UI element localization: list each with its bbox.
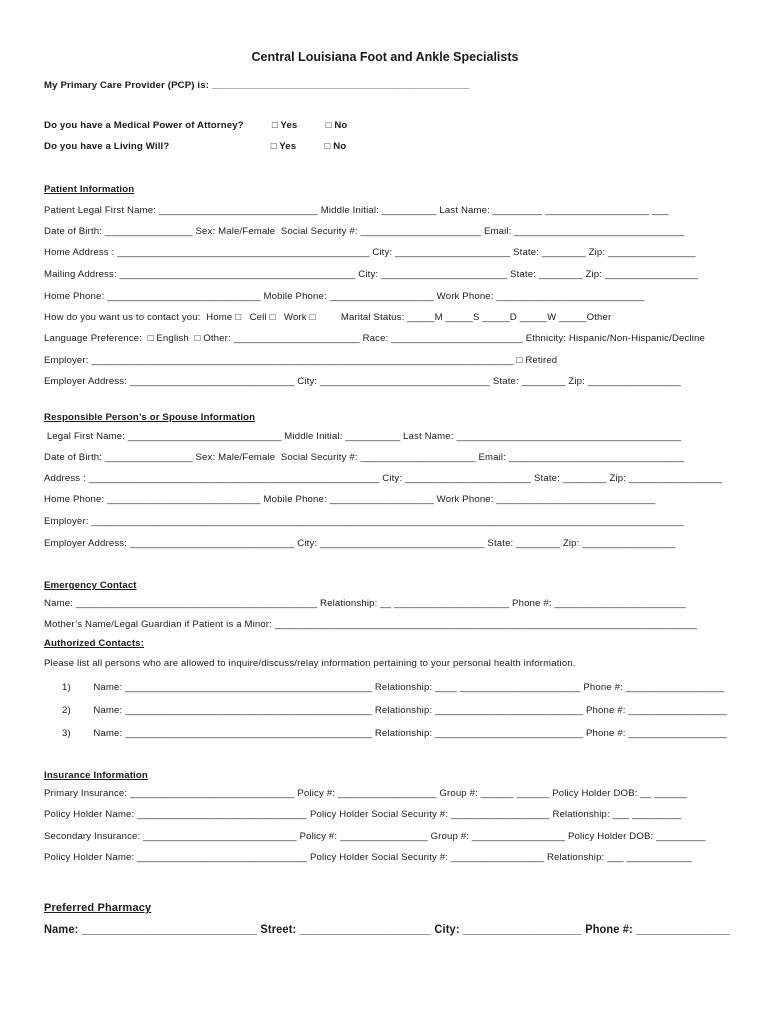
guardian-line[interactable]: Mother’s Name/Legal Guardian if Patient is a Minor: _____________________________________________________________________________ <box>44 619 698 630</box>
responsible-employer-line[interactable]: Employer: ____________________________________________________________________________________________________________ <box>44 516 684 527</box>
section-heading-responsible: Responsible Person’s or Spouse Information <box>44 412 256 423</box>
primary-insurance-line[interactable]: Primary Insurance: ______________________________ Policy #: __________________ Group #: ______ ______ Policy Holder DOB: __ ______ <box>44 788 688 799</box>
form-title: Central Louisiana Foot and Ankle Specialists <box>251 50 519 64</box>
responsible-name-line[interactable]: Legal First Name: ____________________________ Middle Initial: __________ Last Name: _________________________________________ <box>44 431 682 442</box>
power-of-attorney-line[interactable]: Do you have a Medical Power of Attorney? □ Yes □ No <box>44 120 348 131</box>
patient-dob-line[interactable]: Date of Birth: ________________ Sex: Male/Female Social Security #: ______________________ Email: _______________________________ <box>44 226 685 237</box>
employer-line[interactable]: Employer: _____________________________________________________________________________ □ Retired <box>44 355 558 366</box>
patient-phone-line[interactable]: Home Phone: ____________________________ Mobile Phone: ___________________ Work Phone: ___________________________ <box>44 291 645 302</box>
section-heading-insurance: Insurance Information <box>44 770 148 781</box>
section-heading-emergency: Emergency Contact <box>44 580 137 591</box>
patient-address-line[interactable]: Home Address : ______________________________________________ City: _____________________ State: ________ Zip: ________________ <box>44 247 696 258</box>
pcp-line[interactable]: My Primary Care Provider (PCP) is: _______________________________________________ <box>44 80 470 91</box>
secondary-insurance-line[interactable]: Secondary Insurance: ____________________________ Policy #: ________________ Group #: _________________ Policy Holder DOB: _________ <box>44 831 706 842</box>
responsible-phone-line[interactable]: Home Phone: ____________________________ Mobile Phone: ___________________ Work Phone: _____________________________ <box>44 494 656 505</box>
patient-mailing-line[interactable]: Mailing Address: ___________________________________________ City: _______________________ State: ________ Zip: _________________ <box>44 269 699 280</box>
authorized-contact-1[interactable]: 1) Name: _____________________________________________ Relationship: ____ ______________________ Phone #: __________________ <box>62 682 725 693</box>
responsible-employer-address-line[interactable]: Employer Address: ______________________________ City: ______________________________ State: ________ Zip: _________________ <box>44 538 676 549</box>
section-heading-patient: Patient Information <box>44 184 135 195</box>
pharmacy-line[interactable]: Name: ____________________________ Street: _____________________ City: ___________________ Phone #: _______________ <box>44 924 731 936</box>
contact-preference-line[interactable]: How do you want us to contact you: Home □ Cell □ Work □ Marital Status: _____M _____S _____D _____W _____Other <box>44 312 612 323</box>
authorized-contact-2[interactable]: 2) Name: _____________________________________________ Relationship: ___________________________ Phone #: __________________ <box>62 705 728 716</box>
responsible-address-line[interactable]: Address : _____________________________________________________ City: _______________________ State: ________ Zip: _________________ <box>44 473 723 484</box>
primary-holder-line[interactable]: Policy Holder Name: _______________________________ Policy Holder Social Security #: __________________ Relationship: ___ _________ <box>44 809 682 820</box>
employer-address-line[interactable]: Employer Address: ______________________________ City: _______________________________ State: ________ Zip: _________________ <box>44 376 682 387</box>
authorized-contact-3[interactable]: 3) Name: _____________________________________________ Relationship: ___________________________ Phone #: __________________ <box>62 728 728 739</box>
language-line[interactable]: Language Preference: □ English □ Other: _______________________ Race: ________________________ Ethnicity: Hispanic/Non-Hispanic/Decline <box>44 333 705 344</box>
secondary-holder-line[interactable]: Policy Holder Name: _______________________________ Policy Holder Social Security #: _________________ Relationship: ___ ____________ <box>44 852 693 863</box>
authorized-instructions: Please list all persons who are allowed to inquire/discuss/relay information pertaining to your personal health information. <box>44 658 576 669</box>
living-will-line[interactable]: Do you have a Living Will? □ Yes □ No <box>44 141 347 152</box>
emergency-contact-line[interactable]: Name: ____________________________________________ Relationship: __ _____________________ Phone #: ________________________ <box>44 598 687 609</box>
responsible-dob-line[interactable]: Date of Birth: ________________ Sex: Male/Female Social Security #: _____________________ Email: ________________________________ <box>44 452 685 463</box>
section-heading-pharmacy: Preferred Pharmacy <box>44 902 152 914</box>
section-heading-authorized: Authorized Contacts: <box>44 638 145 649</box>
patient-name-line[interactable]: Patient Legal First Name: _____________________________ Middle Initial: __________ Last Name: _________ ___________________ ___ <box>44 205 669 216</box>
